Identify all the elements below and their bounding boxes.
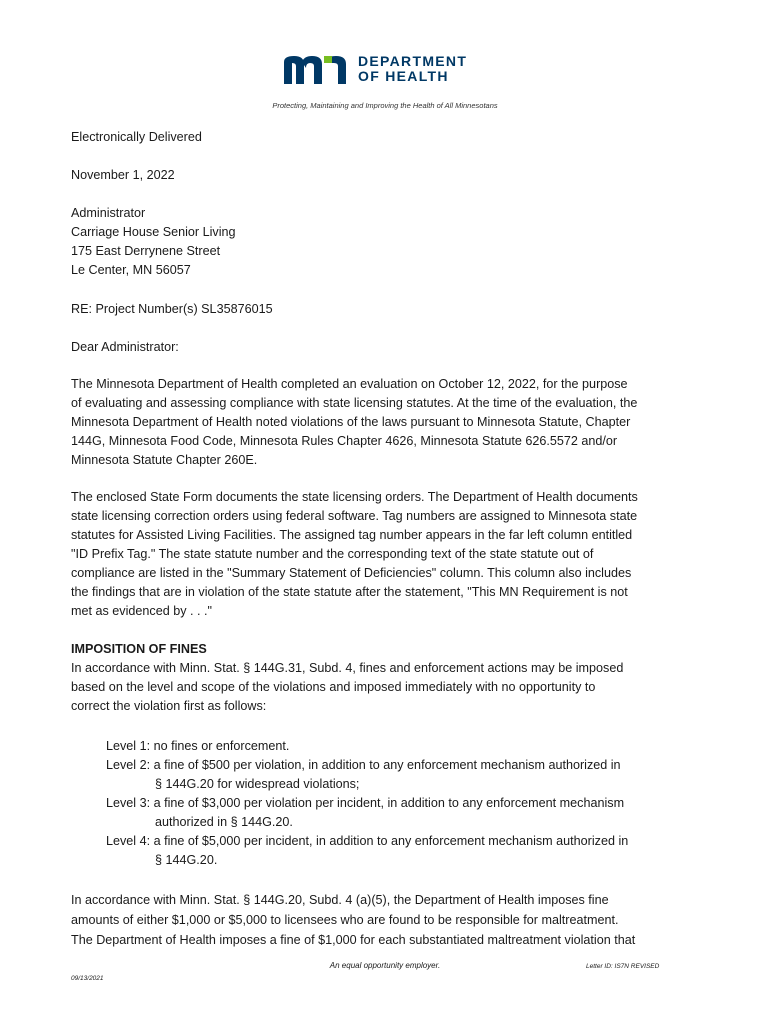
fines-heading: IMPOSITION OF FINES — [71, 642, 207, 656]
paragraph-line: In accordance with Minn. Stat. § 144G.31, Subd. 4, fines and enforcement actions may be imposed — [71, 661, 624, 675]
paragraph-line: met as evidenced by . . ." — [71, 604, 212, 618]
delivery-method: Electronically Delivered — [71, 130, 202, 144]
paragraph-maltreatment — [71, 890, 701, 950]
logo-line-1: DEPARTMENT — [358, 53, 468, 69]
tagline: Protecting, Maintaining and Improving the Health of All Minnesotans — [272, 101, 498, 110]
paragraph-line: Minnesota Department of Health noted violations of the laws pursuant to Minnesota Statute, Chapter — [71, 415, 631, 429]
delivery-line — [71, 128, 701, 147]
salutation: Dear Administrator: — [71, 340, 179, 354]
paragraph-line: The Department of Health imposes a fine of $1,000 for each substantiated maltreatment violation that — [71, 933, 636, 947]
level-item-continuation: § 144G.20 for widespread violations; — [155, 777, 360, 791]
recipient-address — [71, 204, 701, 280]
date-block — [71, 166, 701, 185]
paragraph-line: The enclosed State Form documents the state licensing orders. The Department of Health documents — [71, 490, 638, 504]
salutation-block — [71, 338, 701, 357]
level-item: Level 2: a fine of $500 per violation, in addition to any enforcement mechanism authorized in — [106, 758, 621, 772]
paragraph-line: based on the level and scope of the violations and imposed immediately with no opportunity to — [71, 680, 596, 694]
paragraph-line: statutes for Assisted Living Facilities. The assigned tag number appears in the far left column entitled — [71, 528, 633, 542]
paragraph-evaluation — [71, 375, 701, 470]
paragraph-line: compliance are listed in the "Summary Statement of Deficiencies" column. This column also includes — [71, 566, 632, 580]
footer-eoe: An equal opportunity employer. — [329, 961, 441, 970]
paragraph-line: Minnesota Statute Chapter 260E. — [71, 453, 258, 467]
footer-date: 09/13/2021 — [71, 975, 104, 982]
paragraph-line: state licensing correction orders using federal software. Tag numbers are assigned to Minnesota state — [71, 509, 638, 523]
mn-logo-icon — [284, 54, 352, 84]
address-line: Administrator — [71, 206, 146, 220]
paragraph-line: The Minnesota Department of Health completed an evaluation on October 12, 2022, for the purpose — [71, 377, 628, 391]
level-item-continuation: authorized in § 144G.20. — [155, 815, 293, 829]
paragraph-line: In accordance with Minn. Stat. § 144G.20, Subd. 4 (a)(5), the Department of Health imposes fine — [71, 893, 609, 907]
level-item: Level 1: no fines or enforcement. — [106, 739, 290, 753]
letter-date: November 1, 2022 — [71, 168, 175, 182]
re-line — [71, 300, 701, 319]
level-item: Level 4: a fine of $5,000 per incident, in addition to any enforcement mechanism authorized in — [106, 834, 629, 848]
logo-line-2: OF HEALTH — [358, 68, 449, 84]
project-reference: RE: Project Number(s) SL35876015 — [71, 302, 273, 316]
paragraph-line: 144G, Minnesota Food Code, Minnesota Rules Chapter 4626, Minnesota Statute 626.5572 and/or — [71, 434, 618, 448]
level-item-continuation: § 144G.20. — [155, 853, 218, 867]
paragraph-state-form — [71, 488, 701, 621]
mdh-logo — [284, 50, 467, 88]
paragraph-line: correct the violation first as follows: — [71, 699, 267, 713]
paragraph-line: amounts of either $1,000 or $5,000 to licensees who are found to be responsible for maltreatment. — [71, 913, 619, 927]
address-line: Le Center, MN 56057 — [71, 263, 191, 277]
level-item: Level 3: a fine of $3,000 per violation per incident, in addition to any enforcement mechanism — [106, 796, 625, 810]
address-line: Carriage House Senior Living — [71, 225, 236, 239]
footer-letter-id: Letter ID: IS7N REVISED — [586, 963, 660, 970]
fine-levels-list — [106, 737, 706, 870]
fines-section — [71, 640, 701, 716]
paragraph-line: of evaluating and assessing compliance with state licensing statutes. At the time of the evaluation, the — [71, 396, 638, 410]
paragraph-line: the findings that are in violation of the state statute after the statement, "This MN Requirement is not — [71, 585, 628, 599]
paragraph-line: "ID Prefix Tag." The state statute number and the corresponding text of the state statute out of — [71, 547, 594, 561]
address-line: 175 East Derrynene Street — [71, 244, 221, 258]
logo-wordmark — [358, 54, 467, 84]
